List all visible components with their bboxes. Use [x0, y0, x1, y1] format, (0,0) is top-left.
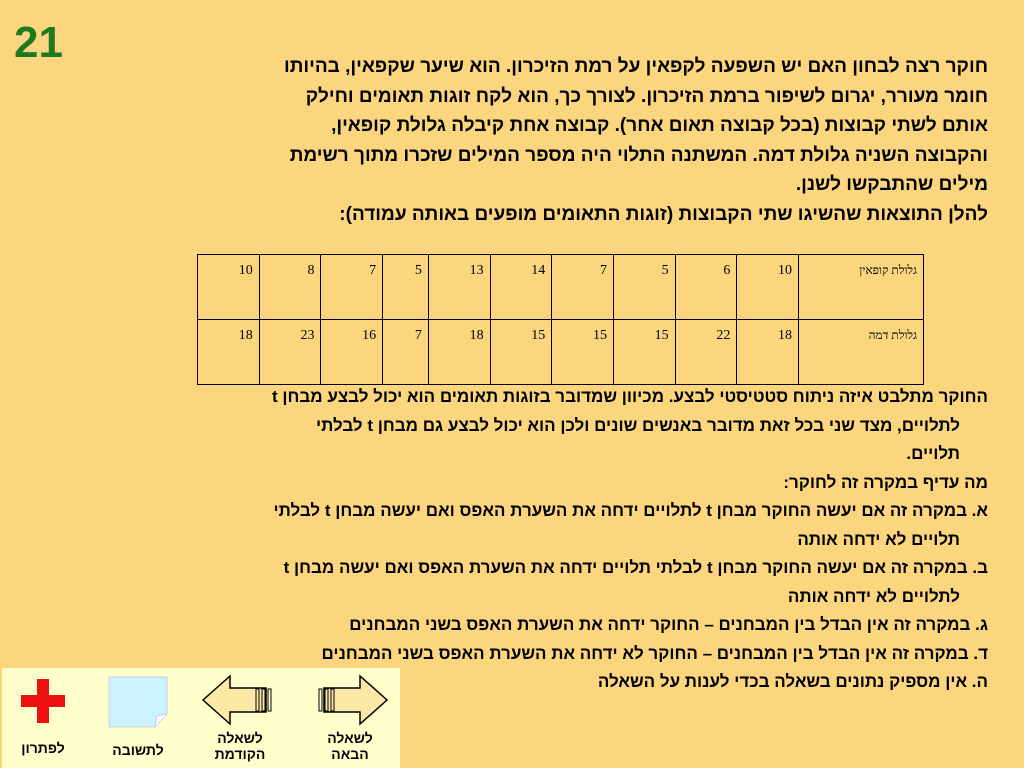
previous-question-button[interactable]: [198, 674, 282, 766]
option-e: ה. אין מספיק נתונים בשאלה בכדי לענות על השאלה: [597, 672, 988, 691]
table-cell: 18: [428, 320, 490, 385]
table-cell: 15: [613, 320, 675, 385]
solution-label: לפתרון: [21, 740, 65, 756]
table-cell: 7: [321, 255, 383, 320]
table-cell: 5: [383, 255, 429, 320]
question-options: [100, 383, 988, 697]
table-cell: 6: [675, 255, 737, 320]
navigation-panel: [2, 668, 400, 768]
question-intro: [130, 52, 988, 229]
table-cell: 13: [428, 255, 490, 320]
red-cross-icon: [21, 676, 65, 726]
row-label: גלולת קופאין: [799, 255, 924, 320]
table-cell: 15: [490, 320, 552, 385]
next-label-line2: הבאה: [331, 746, 369, 762]
answer-label: לתשובה: [112, 742, 164, 758]
table-cell: 18: [737, 320, 799, 385]
next-label-line1: לשאלה: [327, 730, 373, 746]
previous-label-line2: הקודמת: [214, 746, 266, 762]
option-a-cont: תלויים לא ידחה אותה: [797, 529, 960, 549]
question-text: לתלויים, מצד שני בכל זאת מדובר באנשים שונים ולכן הוא יכול לבצע גם מבחן t לבלתי: [315, 415, 960, 435]
question-text: תלויים.: [906, 444, 960, 463]
next-question-button[interactable]: [308, 674, 392, 766]
table-cell: 16: [321, 320, 383, 385]
answer-button[interactable]: [98, 676, 178, 764]
table-cell: 23: [259, 320, 321, 385]
table-cell: 8: [259, 255, 321, 320]
intro-line: מילים שהתבקשו לשנן.: [795, 174, 988, 195]
option-a: א. במקרה זה אם יעשה החוקר מבחן t לתלויים ידחה את השערת האפס ואם יעשה מבחן t לבלתי: [273, 501, 988, 520]
left-arrow-icon: [200, 674, 280, 726]
table-cell: 14: [490, 255, 552, 320]
question-number: 21: [14, 18, 63, 67]
table-cell: 22: [675, 320, 737, 385]
option-d: ד. במקרה זה אין הבדל בין המבחנים – החוקר לא ידחה את השערת האפס בשני המבחנים: [321, 643, 988, 663]
intro-line: להלן התוצאות שהשיגו שתי הקבוצות (זוגות התאומים מופעים באותה עמודה):: [339, 203, 988, 225]
intro-line: אותם לשתי קבוצות (בכל קבוצה תאום אחר). קבוצה אחת קיבלה גלולת קופאין,: [331, 115, 988, 136]
table-cell: 7: [552, 255, 614, 320]
table-cell: 10: [198, 255, 260, 320]
solution-button[interactable]: [10, 676, 76, 764]
question-text: החוקר מתלבט איזה ניתוח סטטיסטי לבצע. מכיוון שמדובר בזוגות תאומים הוא יכול לבצע מבחן t: [271, 387, 988, 406]
table-cell: 15: [552, 320, 614, 385]
table-cell: 5: [613, 255, 675, 320]
option-b-cont: לתלויים לא ידחה אותה: [787, 586, 960, 606]
table-row: [198, 320, 924, 385]
intro-line: חומר מעורר, יגרום לשיפור ברמת הזיכרון. לצורך כך, הוא לקח זוגות תאומים וחילק: [305, 85, 988, 107]
table-cell: 18: [198, 320, 260, 385]
table-cell: 10: [737, 255, 799, 320]
sticky-note-icon: [107, 676, 169, 728]
table-cell: 7: [383, 320, 429, 385]
previous-label-line1: לשאלה: [217, 730, 263, 746]
question-prompt: מה עדיף במקרה זה לחוקר:: [783, 472, 988, 492]
option-b: ב. במקרה זה אם יעשה החוקר מבחן t לבלתי תלויים ידחה את השערת האפס ואם יעשה מבחן t: [283, 558, 988, 577]
row-label: גלולת דמה: [799, 320, 924, 385]
intro-line: חוקר רצה לבחון האם יש השפעה לקפאין על רמת הזיכרון. הוא שיער שקפאין, בהיותו: [283, 56, 988, 77]
results-table: [197, 254, 924, 385]
option-c: ג. במקרה זה אין הבדל בין המבחנים – החוקר ידחה את השערת האפס בשני המבחנים: [349, 615, 988, 634]
right-arrow-icon: [310, 674, 390, 726]
intro-line: והקבוצה השניה גלולת דמה. המשתנה התלוי היה מספר המילים שזכרו מתוך רשימת: [289, 144, 988, 166]
table-row: [198, 255, 924, 320]
